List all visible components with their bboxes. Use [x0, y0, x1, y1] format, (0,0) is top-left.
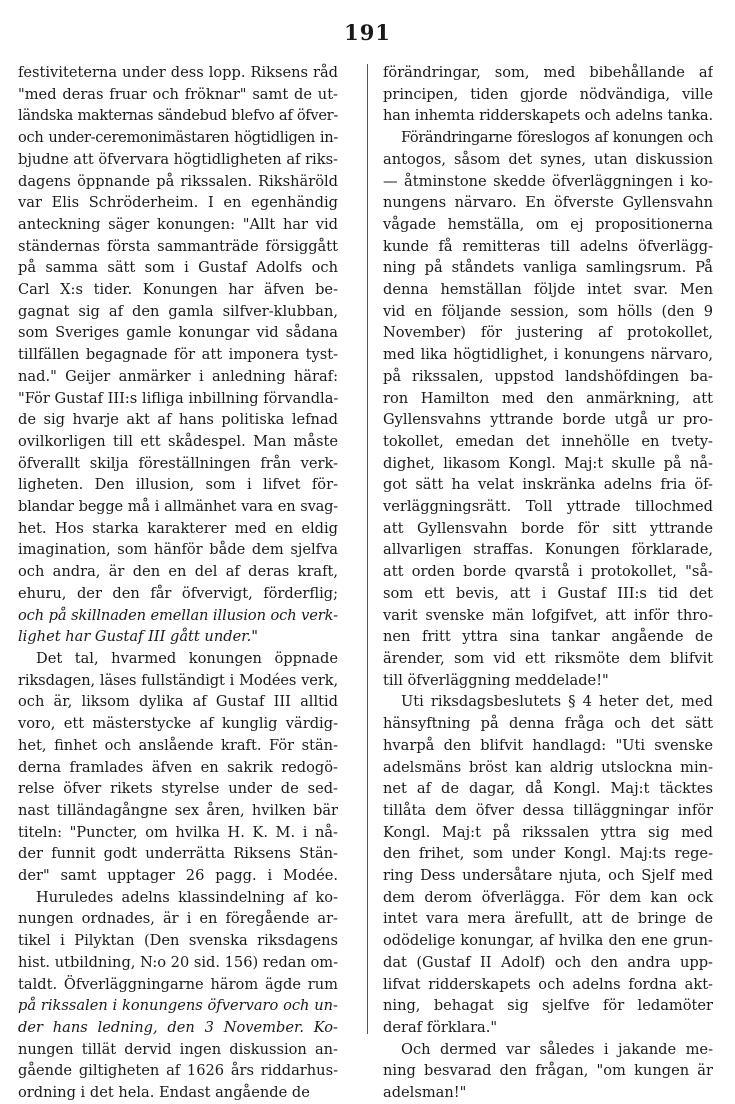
- right-text-line: odödelige konungar, af hvilka den ene grun-: [383, 932, 713, 950]
- left-text-line: och andra, är den en del af deras kraft,: [18, 563, 338, 581]
- right-text-line: denna hemställan följde intet svar. Men: [383, 281, 713, 299]
- left-text-line: lighet har Gustaf III gått under.": [18, 628, 258, 646]
- left-text-line: ordning i det hela. Endast angående de: [18, 1084, 310, 1102]
- left-text-line: "För Gustaf III:s lifliga inbillning förvandla-: [18, 389, 338, 407]
- right-column: [383, 62, 713, 1104]
- right-text-line: varit svenske män lofgifvet, att inför thro-: [383, 606, 713, 624]
- right-text-line: ärender, som vid ett riksmöte dem blifvit: [383, 649, 713, 667]
- right-text-line: nen fritt yttra sina tankar angående de: [383, 628, 713, 646]
- left-text-line: tillfällen begagnade för att imponera tyst-: [18, 346, 338, 364]
- right-text-line: allvarligen straffas. Konungen förklarade,: [383, 541, 713, 559]
- left-text-line: riksdagen, läses fullständigt i Modées verk,: [18, 671, 338, 689]
- left-text-line: som Sveriges gamle konungar vid sådana: [18, 324, 338, 342]
- right-text-line: ron Hamilton med den anmärkning, att: [383, 389, 713, 407]
- right-text-line: dem derom öfverlägga. För dem kan ock: [383, 888, 713, 906]
- left-text-line: nast tilländagångne sex åren, hvilken bär: [18, 801, 338, 819]
- right-text-line: adelsman!": [383, 1084, 467, 1102]
- right-text-line: deraf förklara.": [383, 1018, 498, 1036]
- left-text-line: och under-ceremonimästaren högtidligen in-: [18, 129, 338, 147]
- right-text-line: ning besvarad den frågan, "om kungen är: [383, 1062, 713, 1080]
- right-text-line: net af de dagar, då Kongl. Maj:t täcktes: [383, 780, 713, 798]
- left-text-line: ehuru, der den får öfvervigt, förderflig;: [18, 584, 338, 602]
- right-text-line: November) för justering af protokollet,: [383, 324, 713, 342]
- right-text-line: vid en följande session, som hölls (den 9: [383, 302, 713, 320]
- left-text-line: på rikssalen i konungens öfvervaro och un-: [18, 997, 338, 1015]
- right-text-line: principen, tiden gjorde nödvändiga, ville: [383, 85, 713, 103]
- right-text-line: Förändringarne föreslogos af konungen och: [401, 129, 713, 147]
- left-text-line: gagnat sig af den gamla silfver-klubban,: [18, 302, 338, 320]
- right-text-line: verläggningsrätt. Toll yttrade tillochmed: [383, 498, 713, 516]
- right-text-line: — åtminstone skedde öfverläggningen i ko-: [383, 172, 713, 190]
- left-text-line: på samma sätt som i Gustaf Adolfs och: [18, 259, 338, 277]
- right-text-line: Uti riksdagsbeslutets § 4 heter det, med: [401, 693, 713, 711]
- left-text-line: gående giltigheten af 1626 års riddarhus-: [18, 1062, 338, 1080]
- left-text-line: der hans ledning, den 3 November. Ko-: [18, 1018, 338, 1036]
- right-text-line: att Gyllensvahn borde för sitt yttrande: [383, 519, 713, 537]
- left-text-line: ländska makternas sändebud blefvo af öfver-: [18, 107, 338, 125]
- left-text-line: derna framlades äfven en sakrik redogö-: [18, 758, 338, 776]
- right-text-line: intet vara mera ärefullt, att de bringe de: [383, 910, 713, 928]
- left-text-line: relse öfver rikets styrelse under de sed-: [18, 780, 338, 798]
- right-text-line: Gyllensvahns yttrande borde utgå ur pro-: [383, 411, 713, 429]
- left-text-line: het, finhet och anslående kraft. För stän-: [18, 736, 338, 754]
- left-text-line: tikel i Pilyktan (Den svenska riksdagens: [18, 932, 338, 950]
- left-text-line: var Elis Schröderheim. I en egenhändig: [18, 194, 338, 212]
- right-text-line: vågade hemställa, om ej propositionerna: [383, 215, 713, 233]
- left-column: [18, 62, 338, 1104]
- left-text-line: bjudne att öfvervara högtidligheten af riks-: [18, 150, 338, 168]
- right-text-line: han inhemta ridderskapets och adelns tanka.: [383, 107, 713, 125]
- left-text-line: der funnit godt underrätta Riksens Stän-: [18, 845, 338, 863]
- right-text-line: med lika högtidlighet, i konungens närvaro,: [383, 346, 713, 364]
- left-text-line: blandar begge må i allmänhet vara en svag-: [18, 498, 338, 516]
- column-divider: [367, 64, 368, 1034]
- left-text-line: de sig hvarje akt af hans politiska lefnad: [18, 411, 338, 429]
- right-text-line: den frihet, som under Kongl. Maj:ts rege-: [383, 845, 713, 863]
- right-text-line: tokollet, emedan det innehölle en tvety-: [383, 432, 713, 450]
- left-text-line: der" samt upptager 26 pagg. i Modée.: [18, 867, 338, 885]
- left-text-line: het. Hos starka karakterer med en eldig: [18, 519, 338, 537]
- left-text-line: Huruledes adelns klassindelning af ko-: [36, 888, 338, 906]
- left-text-line: voro, ett mästerstycke af kunglig värdig-: [18, 715, 338, 733]
- left-text-line: ständernas första sammanträde försiggått: [18, 237, 338, 255]
- right-text-line: till öfverläggning meddelade!": [383, 671, 609, 689]
- left-text-line: och på skillnaden emellan illusion och verk-: [18, 606, 338, 624]
- right-text-line: hvarpå den blifvit handlagd: "Uti svenske: [383, 736, 713, 754]
- left-text-line: Carl X:s tider. Konungen har äfven be-: [18, 281, 338, 299]
- right-text-line: tillåta dem öfver dessa tilläggningar inför: [383, 801, 713, 819]
- right-text-line: adelsmäns bröst kan aldrig utslockna min-: [383, 758, 713, 776]
- right-text-line: ning på ståndets vanliga samlingsrum. På: [383, 259, 713, 277]
- left-text-line: nad." Geijer anmärker i anledning häraf:: [18, 367, 338, 385]
- left-text-line: och är, liksom dylika af Gustaf III alltid: [18, 693, 338, 711]
- right-text-line: dat (Gustaf II Adolf) och den andra upp-: [383, 953, 713, 971]
- page-number: 191: [344, 20, 391, 45]
- left-text-line: nungen ordnades, är i en föregående ar-: [18, 910, 338, 928]
- right-text-line: förändringar, som, med bibehållande af: [383, 64, 713, 81]
- right-text-line: ring Dess undersåtare njuta, och Sjelf med: [383, 867, 713, 885]
- right-text-line: hänsyftning på denna fråga och det sätt: [383, 715, 713, 733]
- left-text-line: dagens öppnande på rikssalen. Rikshäröld: [18, 172, 338, 190]
- left-text-line: imagination, som hänför både dem sjelfva: [18, 541, 338, 559]
- left-text-line: festiviteterna under dess lopp. Riksens råd: [18, 64, 338, 81]
- left-text-line: titeln: "Puncter, om hvilka H. K. M. i nå-: [18, 823, 338, 841]
- left-text-line: ovilkorligen till ett skådespel. Man måste: [18, 432, 338, 450]
- left-text-line: taldt. Öfverläggningarne härom ägde rum: [18, 975, 338, 993]
- right-text-line: got sätt ha velat inskränka adelns fria öf-: [383, 476, 713, 494]
- right-text-line: ning, behagat sig sjelfve för ledamöter: [383, 997, 713, 1015]
- left-text-line: Det tal, hvarmed konungen öppnade: [36, 649, 338, 667]
- right-text-line: antogos, såsom det synes, utan diskussion: [383, 150, 713, 168]
- left-text-line: anteckning säger konungen: "Allt har vid: [18, 215, 338, 233]
- right-text-line: Kongl. Maj:t på rikssalen yttra sig med: [383, 823, 713, 841]
- left-text-line: hist. utbildning, N:o 20 sid. 156) redan om-: [18, 953, 338, 971]
- right-text-line: på rikssalen, uppstod landshöfdingen ba-: [383, 367, 713, 385]
- right-text-line: dighet, likasom Kongl. Maj:t skulle på nå-: [383, 454, 713, 472]
- right-text-line: nungens närvaro. En öfverste Gyllensvahn: [383, 194, 713, 212]
- right-text-line: som ett bevis, att i Gustaf III:s tid det: [383, 584, 713, 602]
- right-text-line: lifvat ridderskapets och adelns fordna akt-: [383, 975, 713, 993]
- left-text-line: ligheten. Den illusion, som i lifvet för-: [18, 476, 338, 494]
- right-text-line: att orden borde qvarstå i protokollet, "så-: [383, 563, 713, 581]
- left-text-line: "med deras fruar och fröknar" samt de ut-: [18, 85, 338, 103]
- left-text-line: öfverallt skilja föreställningen från verk-: [18, 454, 338, 472]
- right-text-line: Och dermed var således i jakande me-: [401, 1040, 713, 1058]
- right-text-line: kunde få remitteras till adelns öfverlägg-: [383, 237, 713, 255]
- left-text-line: nungen tillät dervid ingen diskussion an-: [18, 1040, 338, 1058]
